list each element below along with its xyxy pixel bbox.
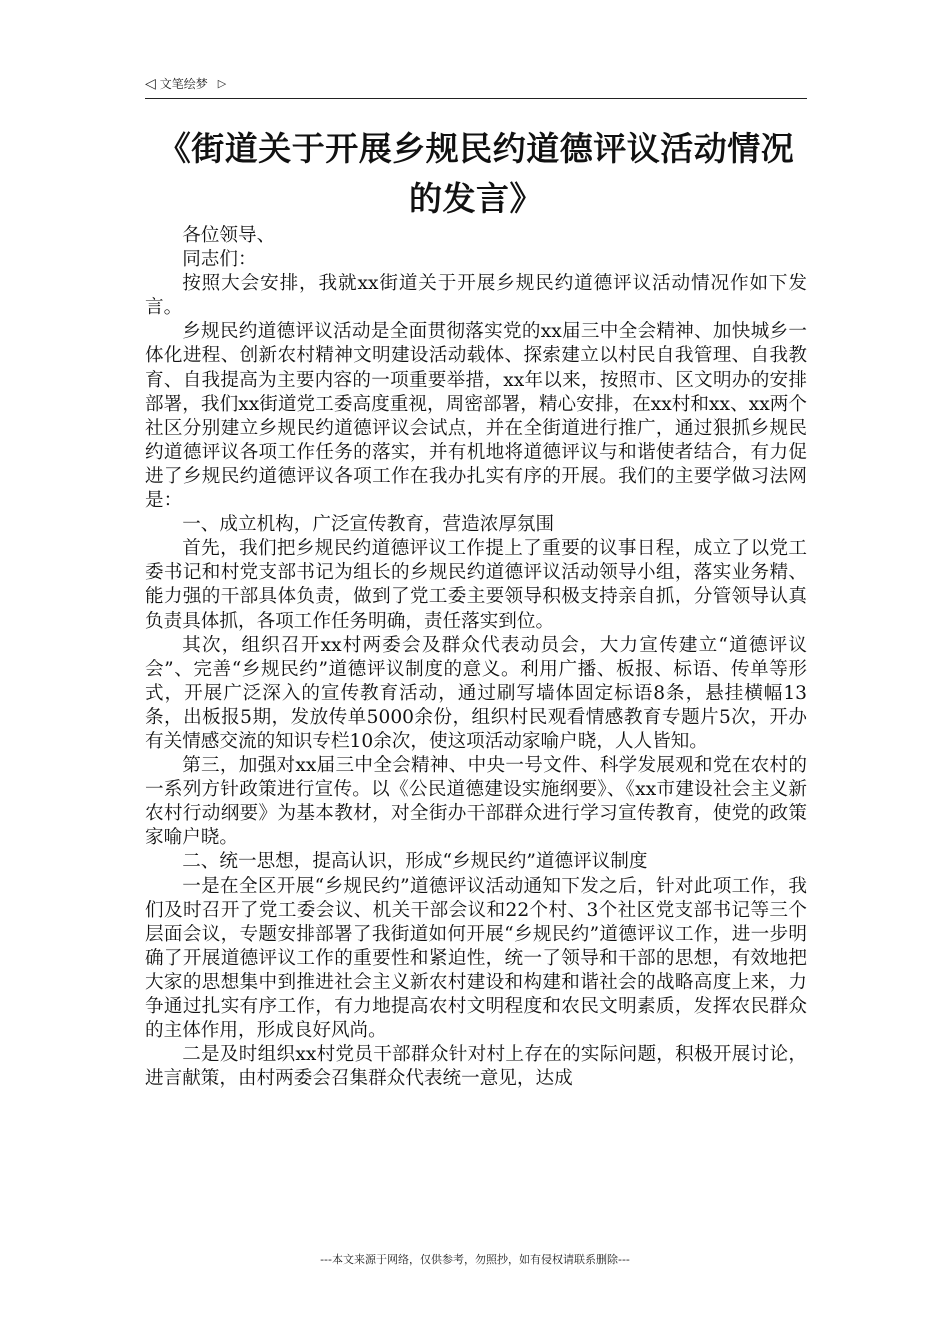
paragraph: 一是在全区开展“乡规民约”道德评议活动通知下发之后，针对此项工作，我们及时召开了党工委会议、机关干部会议和22个村、3个社区党支部书记等三个层面会议，专题安排部署了我街道如何开展“乡规民约”道德评议工作，进一步明确了开展道德评议工作的重要性和紧迫性，统一了领导和干部的思想，有效地把大家的思想集中到推进社会主义新农村建设和构建和谐社会的战略高度上来，力争通过扎实有序工作，有力地提高农村文明程度和农民文明素质，发挥农民群众的主体作用，形成良好风尚。 <box>145 875 807 1042</box>
paragraph: 按照大会安排，我就xx街道关于开展乡规民约道德评议活动情况作如下发言。 <box>145 273 807 319</box>
paragraph: 其次，组织召开xx村两委会及群众代表动员会，大力宣传建立“道德评议会”、完善“乡规民约”道德评议制度的意义。利用广播、板报、标语、传单等形式，开展广泛深入的宣传教育活动，通过刷写墙体固定标语8条，悬挂横幅13条，出板报5期，发放传单5000余份，组织村民观看情感教育专题片5次，开办有关情感交流的知识专栏10余次，使这项活动家喻户晓，人人皆知。 <box>145 634 807 752</box>
salutation-line-2: 同志们： <box>182 249 257 271</box>
paragraph: 乡规民约道德评议活动是全面贯彻落实党的xx届三中全会精神、加快城乡一体化进程、创新农村精神文明建设活动载体、探索建立以村民自我管理、自我教育、自我提高为主要内容的一项重要举措，xx年以来，按照市、区文明办的安排部署，我们xx街道党工委高度重视，周密部署，精心安排，在xx村和xx、xx两个社区分别建立乡规民约道德评议会试点，并在全街道进行推广，通过狠抓乡规民约道德评议各项工作任务的落实，并有机地将道德评议与和谐使者结合，有力促进了乡规民约道德评议各项工作在我办扎实有序的开展。我们的主要学做习法网是： <box>145 321 807 512</box>
footer-disclaimer: ---本文来源于网络，仅供参考，勿照抄，如有侵权请联系删除--- <box>320 1253 630 1266</box>
brand <box>145 76 226 92</box>
section-heading: 一、成立机构，广泛宣传教育，营造浓厚氛围 <box>182 514 555 536</box>
section-heading: 二、统一思想，提高认识，形成“乡规民约”道德评议制度 <box>182 851 648 873</box>
page-header <box>145 76 807 99</box>
paragraph: 二是及时组织xx村党员干部群众针对村上存在的实际问题，积极开展讨论，进言献策，由村两委会召集群众代表统一意见，达成 <box>145 1044 807 1090</box>
paragraph: 第三，加强对xx届三中全会精神、中央一号文件、科学发展观和党在农村的一系列方针政策进行宣传。以《公民道德建设实施纲要》、《xx市建设社会主义新农村行动纲要》为基本教材，对全街办干部群众进行学习宣传教育，使党的政策家喻户晓。 <box>145 755 807 849</box>
document-title: 《街道关于开展乡规民约道德评议活动情况的发言》 <box>157 129 795 218</box>
salutation-line-1: 各位领导、 <box>182 225 276 246</box>
triangle-left-icon: ◁ <box>145 76 156 92</box>
triangle-right-icon: ▷ <box>217 77 227 90</box>
brand-label: 文笔绘梦 <box>159 77 208 91</box>
document-body <box>145 224 807 1091</box>
paragraph: 首先，我们把乡规民约道德评议工作提上了重要的议事日程，成立了以党工委书记和村党支部书记为组长的乡规民约道德评议活动领导小组，落实业务精、能力强的干部具体负责，做到了党工委主要领导积极支持亲自抓，分管领导认真负责具体抓，各项工作任务明确，责任落实到位。 <box>145 538 807 632</box>
